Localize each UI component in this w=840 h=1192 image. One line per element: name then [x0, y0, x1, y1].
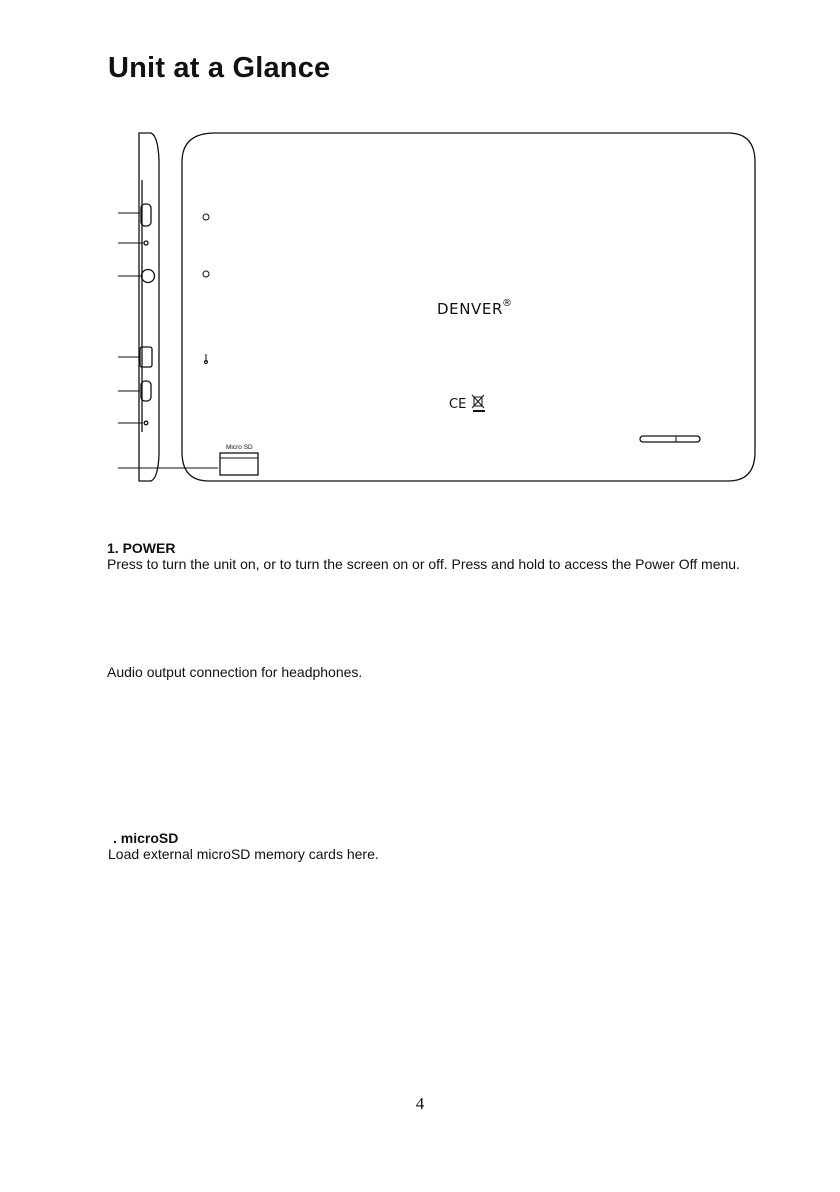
- registered-mark: ®: [502, 298, 512, 309]
- device-diagram: [0, 0, 840, 500]
- section-text-audio: Audio output connection for headphones.: [107, 664, 363, 680]
- mic-hole: [144, 421, 148, 425]
- tablet-side-view: [139, 133, 159, 481]
- section-text-power: Press to turn the unit on, or to turn the screen on or off. Press and hold to access the Power Off menu.: [107, 556, 740, 572]
- weee-bin-icon: [472, 395, 485, 411]
- page-title: Unit at a Glance: [108, 52, 331, 84]
- ce-mark-icon: CE: [449, 397, 467, 412]
- pinhole: [144, 241, 148, 245]
- audio-jack-outline: [142, 270, 155, 283]
- microsd-card-icon: [220, 453, 258, 475]
- power-symbol-icon: [203, 214, 209, 220]
- headphone-symbol-icon: [203, 271, 209, 277]
- section-text-microsd: Load external microSD memory cards here.: [108, 846, 379, 862]
- page-number: 4: [415, 1094, 425, 1113]
- brand-logo: DENVER: [437, 300, 504, 318]
- section-heading-power: 1. POWER: [107, 540, 176, 556]
- callout-lines: [118, 213, 218, 468]
- section-heading-microsd: . microSD: [113, 830, 179, 846]
- speaker-grille-icon: [640, 436, 700, 442]
- micro-sd-label: Micro SD: [226, 444, 253, 451]
